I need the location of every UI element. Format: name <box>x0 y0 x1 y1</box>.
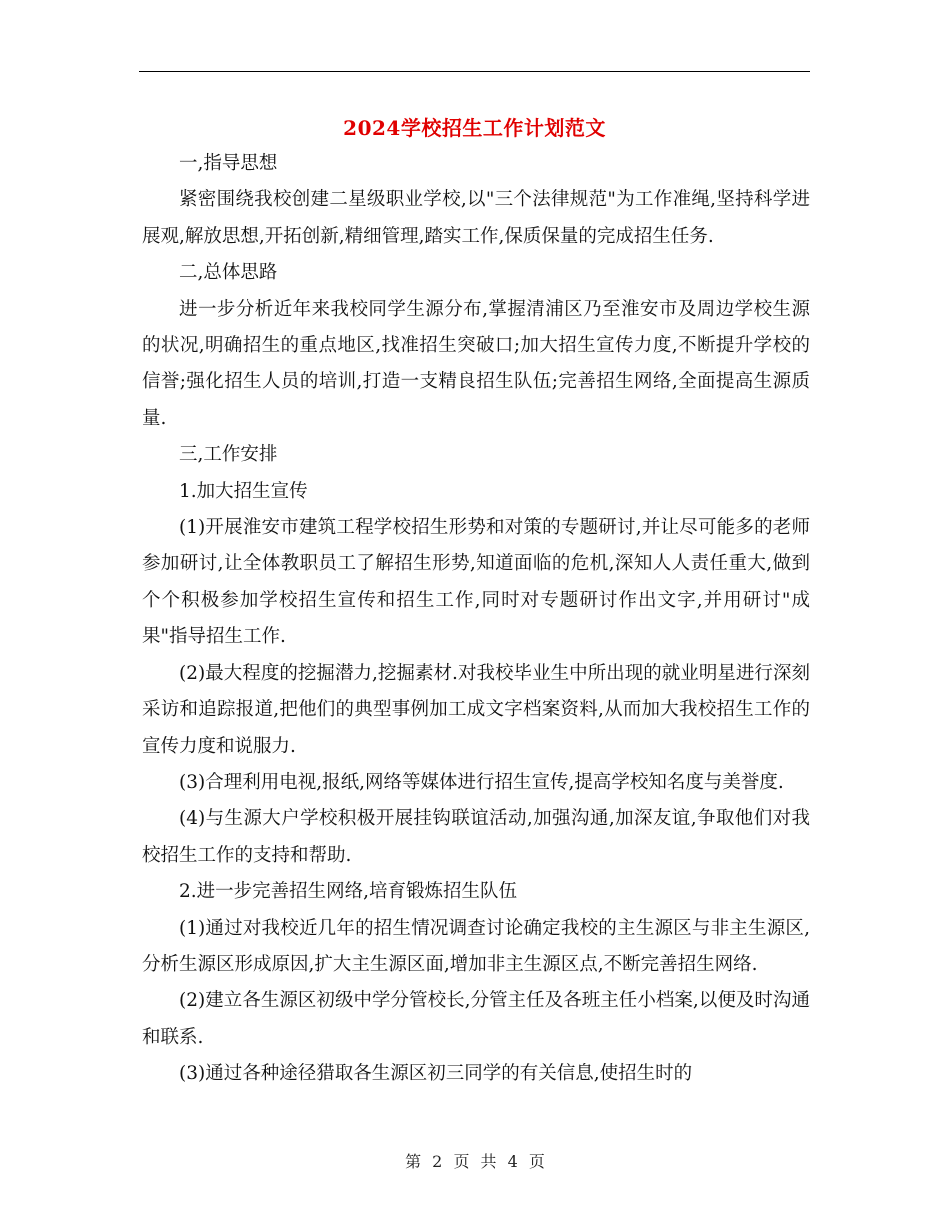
list-item: (4)与生源大户学校积极开展挂钩联谊活动,加强沟通,加深友谊,争取他们对我校招生工作的支持和帮助. <box>142 808 810 866</box>
list-item: (2)最大程度的挖掘潜力,挖掘素材.对我校毕业生中所出现的就业明星进行深刻采访和追踪报道,把他们的典型事例加工成文字档案资料,从而加大我校招生工作的宣传力度和说服力. <box>142 662 810 757</box>
subheading-recruitment-network: 2.进一步完善招生网络,培育锻炼招生队伍 <box>179 881 518 903</box>
header-rule <box>139 71 810 72</box>
list-item: (3)通过各种途径猎取各生源区初三同学的有关信息,使招生时的 <box>179 1063 693 1085</box>
page-number-footer: 第 2 页 共 4 页 <box>405 1152 545 1171</box>
paragraph: 紧密围绕我校创建二星级职业学校,以"三个法律规范"为工作准绳,坚持科学进展观,解放思想,开拓创新,精细管理,踏实工作,保质保量的完成招生任务. <box>142 189 810 247</box>
paragraph: 进一步分析近年来我校同学生源分布,掌握清浦区乃至淮安市及周边学校生源的状况,明确招生的重点地区,找准招生突破口;加大招生宣传力度,不断提升学校的信誉;强化招生人员的培训,打造一支精良招生队伍;完善招生网络,全面提高生源质量. <box>142 298 810 429</box>
section-heading-guiding-thought: 一,指导思想 <box>179 153 278 174</box>
section-heading-work-arrangement: 三,工作安排 <box>179 444 278 466</box>
subheading-publicity: 1.加大招生宣传 <box>179 480 308 502</box>
list-item: (2)建立各生源区初级中学分管校长,分管主任及各班主任小档案,以便及时沟通和联系. <box>142 990 810 1048</box>
list-item: (1)开展淮安市建筑工程学校招生形势和对策的专题研讨,并让尽可能多的老师参加研讨,让全体教职员工了解招生形势,知道面临的危机,深知人人责任重大,做到个个积极参加学校招生宣传和招生工作,同时对专题研讨作出文字,并用研讨"成果"指导招生工作. <box>142 517 810 648</box>
section-heading-overall-approach: 二,总体思路 <box>179 262 278 284</box>
document-body <box>142 146 810 1093</box>
document-title: 2024学校招生工作计划范文 <box>343 116 606 140</box>
list-item: (3)合理利用电视,报纸,网络等媒体进行招生宣传,提高学校知名度与美誉度. <box>179 771 784 793</box>
list-item: (1)通过对我校近几年的招生情况调查讨论确定我校的主生源区与非主生源区,分析生源区形成原因,扩大主生源区面,增加非主生源区点,不断完善招生网络. <box>142 917 810 975</box>
